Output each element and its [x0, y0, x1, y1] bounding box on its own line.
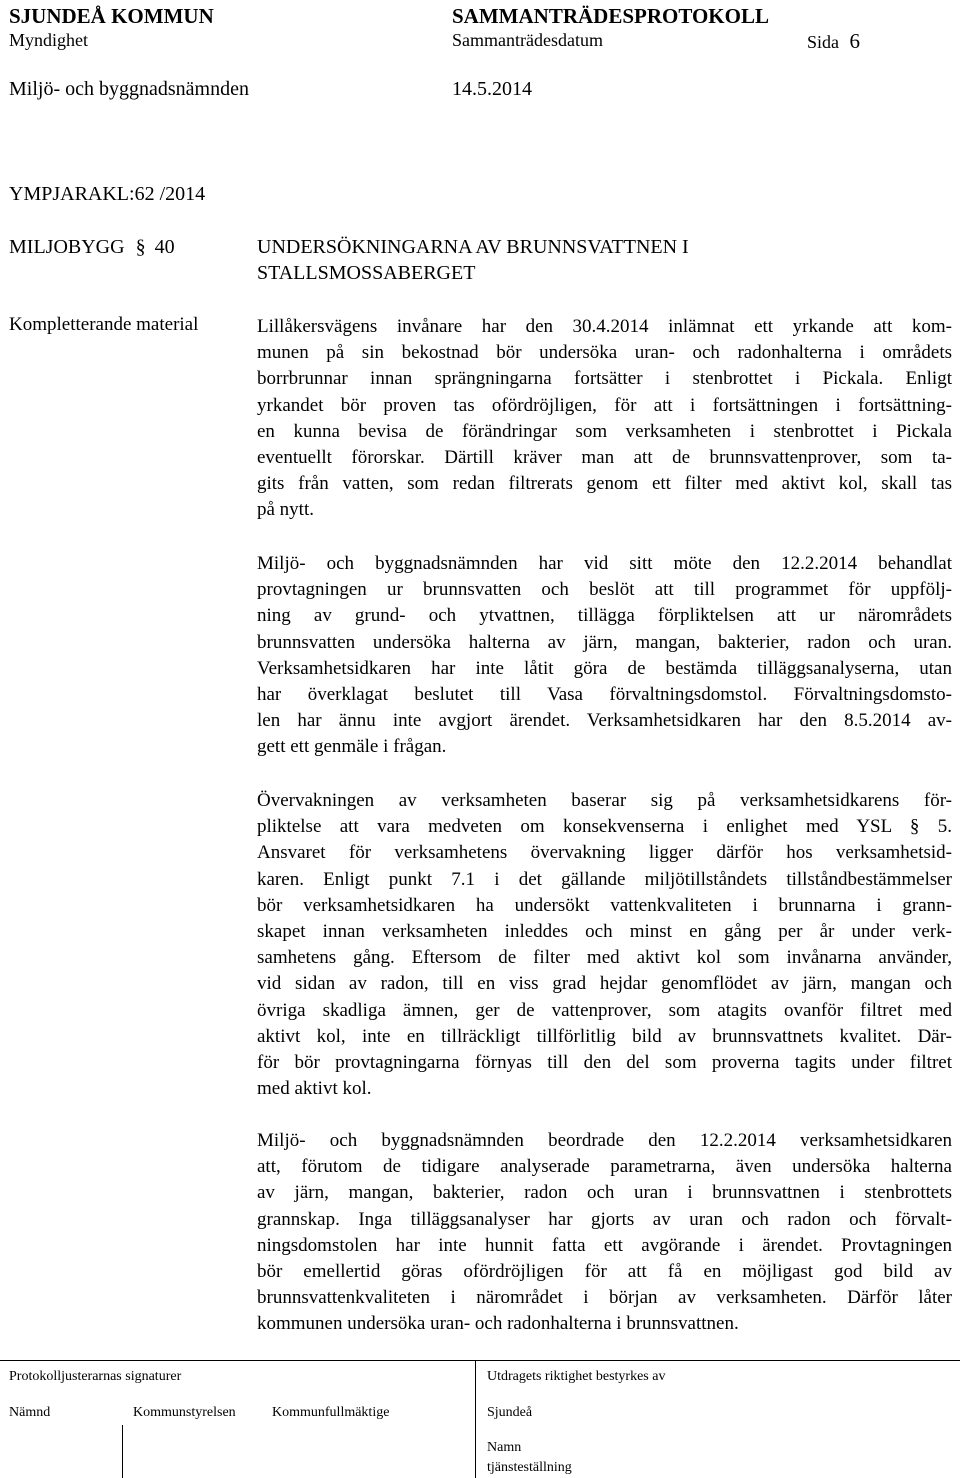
paragraph-4 [257, 1128, 952, 1338]
text-line: bör emellertid göras ofördröjligen för att få en möjligast god bild av [257, 1260, 952, 1282]
paragraph-2 [257, 551, 952, 761]
text-line: övriga skadliga ämnen, ger de vattenprover, som atagits ovanför filtret med [257, 999, 952, 1021]
text-line: yrkandet bör proven tas ofördröjligen, för att i fortsättningen i fortsättning- [257, 394, 952, 416]
text-line: kommunen undersöka uran- och radonhalterna i brunnsvattnen. [257, 1313, 739, 1335]
document-type: SAMMANTRÄDESPROTOKOLL [452, 4, 769, 28]
text-line: gits från vatten, som redan filtrerats genom ett filter med aktivt kol, skall tas [257, 473, 952, 495]
text-line: pliktelse att vara medveten om konsekvenserna i enlighet med YSL § 5. [257, 816, 952, 838]
text-line: provtagningen ur brunnsvatten och beslöt att till programmet för uppfölj- [257, 579, 952, 601]
text-line: har överklagat beslutet till Vasa förvaltningsdomstol. Förvaltningsdomsto- [257, 683, 952, 705]
text-line: grannskap. Inga tilläggsanalyser har gjorts av uran och radon och förvalt- [257, 1208, 952, 1230]
text-line: len har ännu inte avgjort ärendet. Verksamhetsidkaren har den 8.5.2014 av- [257, 710, 952, 732]
text-line: skapet innan verksamheten inleddes och minst en gång per år under verk- [257, 920, 952, 942]
text-line: ningsdomstolen har inte hunnit fatta ett avgörande i ärendet. Provtagningen [257, 1234, 952, 1256]
case-reference: YMPJARAKL:62 /2014 [9, 183, 206, 205]
authority-label: Myndighet [9, 30, 88, 50]
section-label: Kompletterande material [9, 314, 199, 335]
text-line: Ansvaret för verksamhetens övervakning ligger därför hos verksamhetsid- [257, 842, 952, 864]
text-line: Miljö- och byggnadsnämnden har vid sitt möte den 12.2.2014 behandlat [257, 553, 952, 574]
meeting-date: 14.5.2014 [452, 78, 532, 100]
text-line: gett ett genmäle i frågan. [257, 736, 447, 758]
page-indicator [807, 29, 860, 54]
text-line: borrbrunnar innan sprängningarna fortsätter i stenbrottet i Pickala. Enligt [257, 368, 952, 390]
text-line: karen. Enligt punkt 7.1 i det gällande miljötillståndets tillståndbestämmelser [257, 868, 952, 890]
text-line: Lillåkersvägens invånare har den 30.4.2014 inlämnat ett yrkande att kom- [257, 316, 952, 337]
text-line: munen på sin bekostnad bör undersöka uran- och radonhalterna i områdets [257, 342, 952, 364]
authority-name: Miljö- och byggnadsnämnden [9, 78, 249, 100]
text-line: med aktivt kol. [257, 1078, 372, 1100]
page-label: Sida [807, 32, 840, 52]
case-title-line-2: STALLSMOSSABERGET [257, 262, 476, 284]
signature-box-divider [122, 1425, 123, 1478]
text-line: för bör provtagningarna förnyas till den del som proverna tagits under filtret [257, 1051, 952, 1073]
footer-col-namnd: Nämnd [9, 1405, 51, 1420]
case-code [9, 236, 175, 259]
org-name: SJUNDEÅ KOMMUN [9, 4, 214, 28]
name-label: Namn [487, 1440, 522, 1455]
text-line: Miljö- och byggnadsnämnden beordrade den 12.2.2014 verksamhetsidkaren [257, 1130, 952, 1151]
text-line: av järn, mangan, bakterier, radon och uran i brunnsvattnen i stenbrottets [257, 1182, 952, 1204]
case-code-number: 40 [154, 236, 175, 258]
case-code-label: MILJOBYGG [9, 236, 125, 258]
footer-column-divider [475, 1360, 476, 1478]
section-sign-icon: § [135, 236, 146, 258]
text-line: brunnsvattenkvaliteten i närområdet i början av verksamheten. Därför låter [257, 1287, 952, 1309]
text-line: samhetens gång. Eftersom de filter med aktivt kol som invånarna använder, [257, 947, 952, 969]
footer-col-kommunfullmaktige: Kommunfullmäktige [272, 1405, 390, 1420]
footer-col-sjundea: Sjundeå [487, 1405, 533, 1420]
text-line: Övervakningen av verksamheten baserar sig på verksamhetsidkarens för- [257, 790, 952, 811]
page-number: 6 [849, 29, 861, 53]
position-label: tjänsteställning [487, 1460, 572, 1475]
text-line: Verksamhetsidkaren har inte låtit göra de bestämda tilläggsanalyserna, utan [257, 657, 952, 679]
footer-divider [0, 1360, 960, 1361]
paragraph-3 [257, 788, 952, 1102]
footer-col-kommunstyrelsen: Kommunstyrelsen [133, 1405, 236, 1420]
text-line: vid sidan av radon, till en viss grad hejdar genomflödet av järn, mangan och [257, 973, 952, 995]
meeting-date-label: Sammanträdesdatum [452, 30, 603, 50]
text-line: en kunna bevisa de förändringar som verksamheten i stenbrottet i Pickala [257, 420, 952, 442]
text-line: eventuellt förorskar. Därtill kräver man att de brunnsvattenprover, som ta- [257, 446, 952, 468]
signatures-label: Protokolljusterarnas signaturer [9, 1369, 182, 1384]
text-line: bör verksamhetsidkaren ha undersökt vattenkvaliteten i brunnarna i grann- [257, 894, 952, 916]
case-title-line-1: UNDERSÖKNINGARNA AV BRUNNSVATTNEN I [257, 236, 689, 258]
text-line: på nytt. [257, 499, 314, 521]
text-line: ning av grund- och ytvattnen, tillägga förpliktelsen att ur närområdets [257, 605, 952, 627]
text-line: aktivt kol, inte en tillräckligt tillförlitlig bild av brunnsvattnets kvalitet. Där- [257, 1025, 952, 1047]
certified-label: Utdragets riktighet bestyrkes av [487, 1369, 666, 1384]
text-line: brunnsvatten undersöka halterna av järn, mangan, bakterier, radon och uran. [257, 631, 952, 653]
text-line: att, förutom de tidigare analyserade parametrarna, även undersöka halterna [257, 1156, 952, 1178]
paragraph-1 [257, 314, 952, 524]
